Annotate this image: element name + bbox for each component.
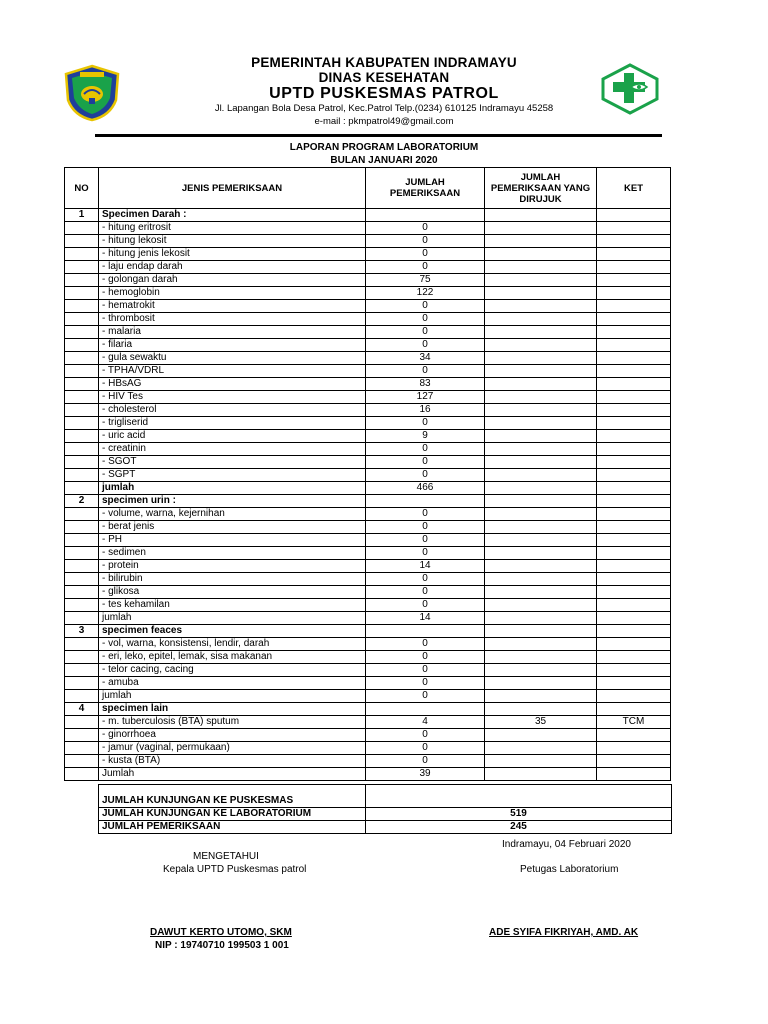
- row-ket: [597, 690, 671, 703]
- row-dirujuk: [485, 235, 597, 248]
- row-ket: [597, 547, 671, 560]
- row-jenis: - hitung jenis lekosit: [99, 248, 366, 261]
- row-jumlah: 0: [366, 599, 485, 612]
- row-jumlah: 0: [366, 586, 485, 599]
- row-jumlah: 0: [366, 638, 485, 651]
- row-jenis: - golongan darah: [99, 274, 366, 287]
- row-ket: [597, 209, 671, 222]
- row-jenis: - kusta (BTA): [99, 755, 366, 768]
- row-dirujuk: [485, 261, 597, 274]
- table-row: [65, 651, 671, 664]
- table-row: [65, 716, 671, 729]
- row-ket: [597, 287, 671, 300]
- row-dirujuk: [485, 339, 597, 352]
- row-ket: [597, 274, 671, 287]
- table-row: [65, 495, 671, 508]
- row-jenis: - berat jenis: [99, 521, 366, 534]
- row-no: [65, 599, 99, 612]
- row-jenis: - filaria: [99, 339, 366, 352]
- row-no: [65, 430, 99, 443]
- row-no: [65, 417, 99, 430]
- row-no: [65, 261, 99, 274]
- row-ket: [597, 560, 671, 573]
- row-jumlah: 0: [366, 677, 485, 690]
- row-no: [65, 534, 99, 547]
- row-dirujuk: [485, 469, 597, 482]
- row-jumlah: [366, 209, 485, 222]
- header-ket: KET: [597, 168, 671, 209]
- row-jenis: - thrombosit: [99, 313, 366, 326]
- row-dirujuk: [485, 404, 597, 417]
- row-ket: [597, 612, 671, 625]
- row-jumlah: [366, 495, 485, 508]
- row-ket: [597, 703, 671, 716]
- table-row: [65, 573, 671, 586]
- row-no: [65, 469, 99, 482]
- row-jumlah: 127: [366, 391, 485, 404]
- row-ket: [597, 755, 671, 768]
- row-dirujuk: [485, 417, 597, 430]
- row-dirujuk: [485, 534, 597, 547]
- row-jumlah: 0: [366, 339, 485, 352]
- row-jenis: - amuba: [99, 677, 366, 690]
- table-row: [65, 248, 671, 261]
- row-jenis: jumlah: [99, 612, 366, 625]
- row-ket: [597, 235, 671, 248]
- row-jumlah: 0: [366, 534, 485, 547]
- table-row: [65, 378, 671, 391]
- row-ket: [597, 768, 671, 781]
- row-jenis: - malaria: [99, 326, 366, 339]
- row-dirujuk: [485, 508, 597, 521]
- place-date: Indramayu, 04 Februari 2020: [502, 839, 631, 850]
- row-ket: [597, 430, 671, 443]
- row-no: [65, 716, 99, 729]
- table-row: [65, 352, 671, 365]
- left-caption-title: Kepala UPTD Puskesmas patrol: [163, 864, 307, 875]
- row-no: [65, 638, 99, 651]
- row-dirujuk: [485, 703, 597, 716]
- row-jumlah: 39: [366, 768, 485, 781]
- table-row: [65, 261, 671, 274]
- table-row: [65, 508, 671, 521]
- header-dirujuk: JUMLAH PEMERIKSAAN YANG DIRUJUK: [485, 168, 597, 209]
- row-jumlah: 14: [366, 612, 485, 625]
- row-jenis: - HBsAG: [99, 378, 366, 391]
- row-jumlah: 0: [366, 755, 485, 768]
- row-jenis: - gula sewaktu: [99, 352, 366, 365]
- row-jumlah: 0: [366, 443, 485, 456]
- header-department: DINAS KESEHATAN: [318, 70, 450, 85]
- row-jumlah: 466: [366, 482, 485, 495]
- row-no: [65, 300, 99, 313]
- row-jenis: specimen urin :: [99, 495, 366, 508]
- row-no: [65, 287, 99, 300]
- row-ket: [597, 417, 671, 430]
- row-no: [65, 326, 99, 339]
- row-no: [65, 482, 99, 495]
- table-row: [65, 430, 671, 443]
- table-row: [65, 456, 671, 469]
- row-ket: [597, 404, 671, 417]
- table-row: [65, 326, 671, 339]
- table-row: [65, 209, 671, 222]
- table-row: [65, 404, 671, 417]
- left-signatory-nip: NIP : 19740710 199503 1 001: [155, 940, 289, 951]
- row-dirujuk: [485, 430, 597, 443]
- summary-row-pemeriksaan: [99, 821, 672, 834]
- summary-value: 245: [366, 821, 672, 834]
- row-dirujuk: [485, 248, 597, 261]
- row-dirujuk: [485, 690, 597, 703]
- summary-label: JUMLAH PEMERIKSAAN: [99, 821, 366, 834]
- row-dirujuk: [485, 352, 597, 365]
- row-jenis: - TPHA/VDRL: [99, 365, 366, 378]
- row-no: [65, 313, 99, 326]
- row-no: [65, 612, 99, 625]
- table-row: [65, 417, 671, 430]
- row-ket: [597, 586, 671, 599]
- row-dirujuk: [485, 664, 597, 677]
- row-jumlah: 0: [366, 573, 485, 586]
- row-dirujuk: [485, 677, 597, 690]
- table-row: [65, 612, 671, 625]
- row-jumlah: 0: [366, 261, 485, 274]
- table-row: [65, 547, 671, 560]
- table-row: [65, 625, 671, 638]
- row-jenis: - vol, warna, konsistensi, lendir, darah: [99, 638, 366, 651]
- row-ket: [597, 651, 671, 664]
- row-no: [65, 404, 99, 417]
- row-no: [65, 352, 99, 365]
- row-dirujuk: [485, 443, 597, 456]
- row-jenis: - eri, leko, epitel, lemak, sisa makanan: [99, 651, 366, 664]
- row-dirujuk: [485, 391, 597, 404]
- row-no: 2: [65, 495, 99, 508]
- row-jumlah: 0: [366, 313, 485, 326]
- row-jumlah: 0: [366, 742, 485, 755]
- row-dirujuk: [485, 495, 597, 508]
- row-no: [65, 235, 99, 248]
- row-ket: [597, 508, 671, 521]
- summary-row-lab: [99, 808, 672, 821]
- row-ket: [597, 365, 671, 378]
- left-signatory-name: DAWUT KERTO UTOMO, SKM: [150, 927, 292, 938]
- row-jenis: - jamur (vaginal, permukaan): [99, 742, 366, 755]
- row-no: [65, 677, 99, 690]
- header-government: PEMERINTAH KABUPATEN INDRAMAYU: [251, 55, 517, 70]
- table-row: [65, 482, 671, 495]
- row-jumlah: 0: [366, 222, 485, 235]
- table-row: [65, 365, 671, 378]
- row-no: [65, 391, 99, 404]
- row-jenis: - creatinin: [99, 443, 366, 456]
- table-row: [65, 690, 671, 703]
- report-period: BULAN JANUARI 2020: [330, 155, 438, 166]
- row-no: 3: [65, 625, 99, 638]
- row-jenis: - cholesterol: [99, 404, 366, 417]
- row-dirujuk: [485, 742, 597, 755]
- row-jenis: jumlah: [99, 482, 366, 495]
- table-row: [65, 469, 671, 482]
- row-no: [65, 378, 99, 391]
- row-jumlah: 9: [366, 430, 485, 443]
- row-ket: [597, 326, 671, 339]
- row-dirujuk: [485, 313, 597, 326]
- row-ket: [597, 248, 671, 261]
- row-dirujuk: [485, 768, 597, 781]
- row-dirujuk: [485, 300, 597, 313]
- row-no: [65, 339, 99, 352]
- row-jenis: Specimen Darah :: [99, 209, 366, 222]
- row-dirujuk: [485, 521, 597, 534]
- table-row: [65, 313, 671, 326]
- row-ket: [597, 222, 671, 235]
- row-jenis: - tes kehamilan: [99, 599, 366, 612]
- row-no: [65, 521, 99, 534]
- table-row: [65, 287, 671, 300]
- row-jenis: - glikosa: [99, 586, 366, 599]
- table-row: [65, 521, 671, 534]
- row-jumlah: 14: [366, 560, 485, 573]
- row-no: 1: [65, 209, 99, 222]
- row-dirujuk: [485, 573, 597, 586]
- row-dirujuk: [485, 365, 597, 378]
- header-divider: [95, 134, 662, 137]
- row-ket: [597, 300, 671, 313]
- header-jenis: JENIS PEMERIKSAAN: [99, 168, 366, 209]
- header-no: NO: [65, 168, 99, 209]
- row-jenis: - HIV Tes: [99, 391, 366, 404]
- row-ket: [597, 729, 671, 742]
- row-dirujuk: [485, 456, 597, 469]
- row-ket: [597, 313, 671, 326]
- summary-table: [98, 784, 672, 834]
- row-jumlah: 0: [366, 300, 485, 313]
- row-no: [65, 274, 99, 287]
- row-dirujuk: [485, 482, 597, 495]
- row-dirujuk: [485, 755, 597, 768]
- row-no: [65, 729, 99, 742]
- row-jumlah: 4: [366, 716, 485, 729]
- row-ket: [597, 625, 671, 638]
- summary-label: JUMLAH KUNJUNGAN KE LABORATORIUM: [99, 808, 366, 821]
- row-ket: [597, 573, 671, 586]
- row-jenis: - ginorrhoea: [99, 729, 366, 742]
- row-no: 4: [65, 703, 99, 716]
- row-jumlah: 0: [366, 547, 485, 560]
- header-institution: UPTD PUSKESMAS PATROL: [269, 85, 499, 102]
- row-jenis: - laju endap darah: [99, 261, 366, 274]
- row-jumlah: 0: [366, 664, 485, 677]
- row-jenis: - PH: [99, 534, 366, 547]
- row-dirujuk: [485, 625, 597, 638]
- row-jumlah: 34: [366, 352, 485, 365]
- row-jumlah: 0: [366, 456, 485, 469]
- table-row: [65, 534, 671, 547]
- row-dirujuk: [485, 729, 597, 742]
- left-caption-mengetahui: MENGETAHUI: [193, 851, 259, 862]
- row-jumlah: 0: [366, 508, 485, 521]
- row-jumlah: 0: [366, 651, 485, 664]
- row-dirujuk: [485, 209, 597, 222]
- row-jumlah: 0: [366, 690, 485, 703]
- header-address: Jl. Lapangan Bola Desa Patrol, Kec.Patrol Telp.(0234) 610125 Indramayu 45258: [214, 103, 554, 114]
- row-jenis: - telor cacing, cacing: [99, 664, 366, 677]
- row-ket: [597, 443, 671, 456]
- row-dirujuk: [485, 326, 597, 339]
- row-jenis: - hemoglobin: [99, 287, 366, 300]
- row-no: [65, 456, 99, 469]
- row-jumlah: 0: [366, 248, 485, 261]
- row-no: [65, 222, 99, 235]
- row-no: [65, 248, 99, 261]
- report-title: LAPORAN PROGRAM LABORATORIUM: [289, 142, 479, 153]
- row-jenis: jumlah: [99, 690, 366, 703]
- table-row: [65, 235, 671, 248]
- row-jumlah: 0: [366, 469, 485, 482]
- row-dirujuk: [485, 287, 597, 300]
- row-ket: [597, 599, 671, 612]
- row-ket: [597, 495, 671, 508]
- right-caption-title: Petugas Laboratorium: [520, 864, 619, 875]
- summary-row-puskesmas: [99, 785, 672, 808]
- row-ket: [597, 677, 671, 690]
- row-dirujuk: [485, 274, 597, 287]
- lab-report-table: [64, 167, 671, 781]
- row-ket: [597, 664, 671, 677]
- row-ket: [597, 742, 671, 755]
- row-jenis: - SGOT: [99, 456, 366, 469]
- summary-label: JUMLAH KUNJUNGAN KE PUSKESMAS: [99, 785, 366, 808]
- row-jumlah: 75: [366, 274, 485, 287]
- row-no: [65, 742, 99, 755]
- table-row: [65, 638, 671, 651]
- row-ket: TCM: [597, 716, 671, 729]
- row-jenis: - hitung eritrosit: [99, 222, 366, 235]
- table-row: [65, 222, 671, 235]
- row-jenis: - SGPT: [99, 469, 366, 482]
- table-row: [65, 560, 671, 573]
- row-jenis: - hematrokit: [99, 300, 366, 313]
- row-jenis: - sedimen: [99, 547, 366, 560]
- row-jumlah: 0: [366, 729, 485, 742]
- row-ket: [597, 261, 671, 274]
- row-dirujuk: [485, 560, 597, 573]
- table-row: [65, 768, 671, 781]
- row-ket: [597, 352, 671, 365]
- row-jumlah: 16: [366, 404, 485, 417]
- row-ket: [597, 378, 671, 391]
- table-row: [65, 443, 671, 456]
- row-dirujuk: 35: [485, 716, 597, 729]
- row-dirujuk: [485, 638, 597, 651]
- row-ket: [597, 469, 671, 482]
- row-no: [65, 690, 99, 703]
- row-ket: [597, 456, 671, 469]
- row-ket: [597, 534, 671, 547]
- row-ket: [597, 521, 671, 534]
- row-no: [65, 547, 99, 560]
- row-jenis: - m. tuberculosis (BTA) sputum: [99, 716, 366, 729]
- row-jenis: - bilirubin: [99, 573, 366, 586]
- table-row: [65, 339, 671, 352]
- row-dirujuk: [485, 651, 597, 664]
- summary-value: 519: [366, 808, 672, 821]
- table-row: [65, 742, 671, 755]
- row-no: [65, 586, 99, 599]
- row-jenis: - trigliserid: [99, 417, 366, 430]
- row-no: [65, 755, 99, 768]
- row-dirujuk: [485, 222, 597, 235]
- row-jumlah: 0: [366, 235, 485, 248]
- header-email: e-mail : pkmpatrol49@gmail.com: [314, 116, 454, 127]
- header-jumlah: JUMLAH PEMERIKSAAN: [366, 168, 485, 209]
- row-jenis: - uric acid: [99, 430, 366, 443]
- row-jumlah: 0: [366, 417, 485, 430]
- summary-value: [366, 785, 672, 808]
- table-header-row: [65, 168, 671, 209]
- row-no: [65, 651, 99, 664]
- row-no: [65, 664, 99, 677]
- row-jumlah: 83: [366, 378, 485, 391]
- row-no: [65, 443, 99, 456]
- row-dirujuk: [485, 378, 597, 391]
- row-jumlah: 0: [366, 521, 485, 534]
- table-row: [65, 274, 671, 287]
- right-signatory-name: ADE SYIFA FIKRIYAH, AMD. AK: [489, 927, 639, 938]
- row-jenis: specimen feaces: [99, 625, 366, 638]
- table-row: [65, 586, 671, 599]
- row-jenis: - volume, warna, kejernihan: [99, 508, 366, 521]
- row-ket: [597, 482, 671, 495]
- row-jenis: - hitung lekosit: [99, 235, 366, 248]
- table-row: [65, 391, 671, 404]
- row-dirujuk: [485, 547, 597, 560]
- row-jenis: specimen lain: [99, 703, 366, 716]
- table-row: [65, 599, 671, 612]
- table-row: [65, 729, 671, 742]
- table-row: [65, 755, 671, 768]
- row-ket: [597, 391, 671, 404]
- row-jumlah: 0: [366, 365, 485, 378]
- row-no: [65, 573, 99, 586]
- row-no: [65, 768, 99, 781]
- row-ket: [597, 638, 671, 651]
- row-ket: [597, 339, 671, 352]
- row-dirujuk: [485, 612, 597, 625]
- table-row: [65, 664, 671, 677]
- table-row: [65, 703, 671, 716]
- row-no: [65, 560, 99, 573]
- row-dirujuk: [485, 586, 597, 599]
- row-jumlah: [366, 625, 485, 638]
- row-no: [65, 365, 99, 378]
- row-jenis: - protein: [99, 560, 366, 573]
- row-jumlah: 0: [366, 326, 485, 339]
- row-no: [65, 508, 99, 521]
- row-jumlah: [366, 703, 485, 716]
- row-jenis: Jumlah: [99, 768, 366, 781]
- table-row: [65, 300, 671, 313]
- row-dirujuk: [485, 599, 597, 612]
- table-row: [65, 677, 671, 690]
- row-jumlah: 122: [366, 287, 485, 300]
